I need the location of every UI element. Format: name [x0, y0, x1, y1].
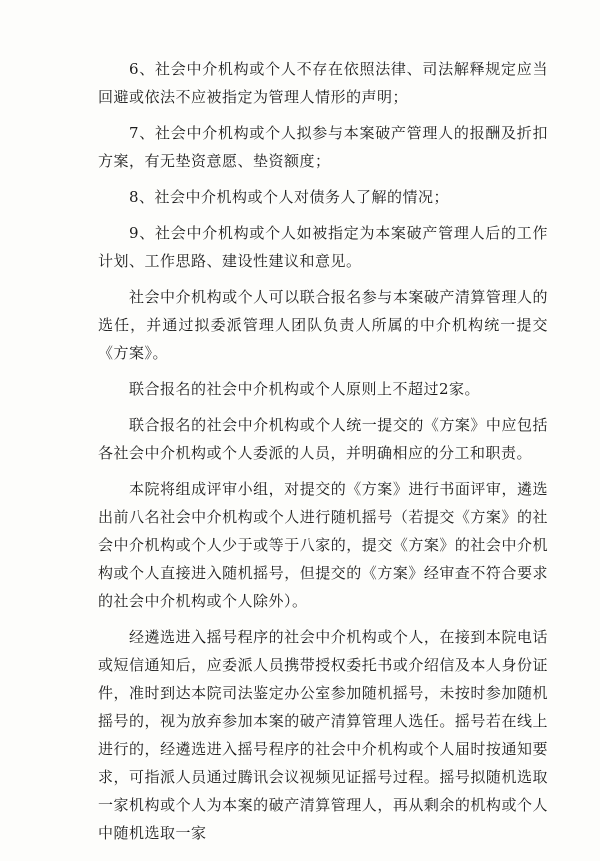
paragraph-joint-limit: 联合报名的社会中介机构或个人原则上不超过2家。 — [129, 380, 481, 398]
paragraph-item-8: 8、社会中介机构或个人对债务人了解的情况； — [129, 188, 450, 206]
paragraph-review-panel: 本院将组成评审小组，对提交的《方案》进行书面评审，遴选出前八名社会中介机构或个人进行随机摇号（若提交《方案》的社会中介机构或个人少于或等于八家的，提交《方案》的社会中介机构或个人直接进入随机摇号，但提交的《方案》经审查不符合要求的社会中介机构或个人除外）。 — [98, 480, 548, 610]
paragraph-joint-registration: 社会中介机构或个人可以联合报名参与本案破产清算管理人的选任，并通过拟委派管理人团队负责人所属的中介机构统一提交《方案》。 — [98, 288, 548, 362]
paragraph-item-9: 9、社会中介机构或个人如被指定为本案破产管理人后的工作计划、工作思路、建设性建议和意见。 — [98, 224, 548, 270]
paragraph-item-7: 7、社会中介机构或个人拟参与本案破产管理人的报酬及折扣方案，有无垫资意愿、垫资额度； — [98, 124, 548, 170]
document-body — [98, 55, 548, 847]
paragraph-joint-submission: 联合报名的社会中介机构或个人统一提交的《方案》中应包括各社会中介机构或个人委派的人员，并明确相应的分工和职责。 — [98, 416, 548, 462]
paragraph-lottery-procedure: 经遴选进入摇号程序的社会中介机构或个人，在接到本院电话或短信通知后，应委派人员携带授权委托书或介绍信及本人身份证件，准时到达本院司法鉴定办公室参加随机摇号，未按时参加随机摇号的，视为放弃参加本案的破产清算管理人选任。摇号若在线上进行的，经遴选进入摇号程序的社会中介机构或个人届时按通知要求，可指派人员通过腾讯会议视频见证摇号过程。摇号拟随机选取一家机构或个人为本案的破产清算管理人，再从剩余的机构或个人中随机选取一家 — [98, 628, 548, 842]
paragraph-item-6: 6、社会中介机构或个人不存在依照法律、司法解释规定应当回避或依法不应被指定为管理人情形的声明； — [98, 60, 548, 106]
